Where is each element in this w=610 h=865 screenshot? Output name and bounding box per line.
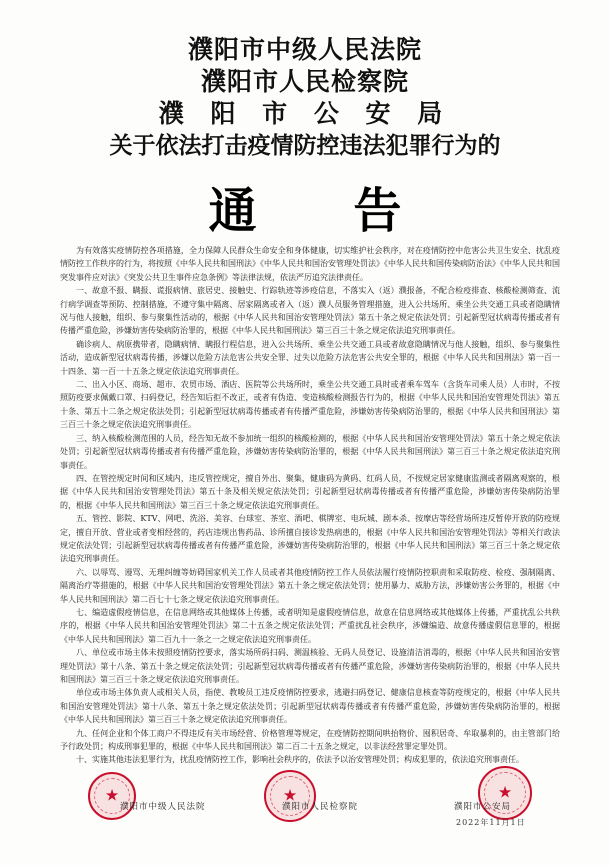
paragraph-10: 十、实施其他违法犯罪行为，扰乱疫情防控工作，影响社会秩序的，依法予以治安管理处罚；构成犯罪的，依法追究刑事责任。 (76, 755, 524, 765)
signature-court: 濮阳市中级人民法院 (120, 802, 206, 812)
paragraph-8: 八、单位或市场主体未按照疫情防控要求，落实场所码扫码、测温核验、无码人员登记、设施清洁消毒的，根据《中华人民共和国治安管理处罚法》第十八条、第五十条之规定依法处罚；引起新型冠状病毒传播或者有传播严重危险，涉嫌妨害传染病防治罪的，根据《中华人民共和国刑法》第三百三十条之规定依法追究刑事责任。 (60, 648, 560, 684)
paragraph-2: 二、出入小区、商场、超市、农贸市场、酒店、医院等公共场所时，乘坐公共交通工具时或者乘车驾车（含货车司乘人员）人市时，不按照防疫要求佩戴口罩、扫码登记，经告知后拒不改正，或者有伪造、变造核酸检测报告行为的，根据《中华人民共和国治安管理处罚法》第五十条、第五十二条之规定依法处罚；引起新型冠状病毒传播或者有传播严重危险，涉嫌妨害传染病防治罪的，根据《中华人民共和国刑法》第三百三十条之规定依法追究刑事责任。 (60, 380, 560, 430)
issuer-header (0, 34, 610, 162)
notice-subject: 关于依法打击疫情防控违法犯罪行为的 (109, 133, 501, 159)
paragraph-5: 五、管控、影院、KTV、网吧、洗浴、美容、台球室、茶室、酒吧、棋牌室、电玩城、剧本杀、按摩店等经营场所违反暂停开放的防疫规定，擅自开放、营业或者变相经营的，药店违规出售药品、诊所擅自接诊发热病患的，根据《中华人民共和国治安管理处罚法》等相关行政法规定依法处罚；引起新型冠状病毒传播或者有传播严重危险，涉嫌妨害传染病防治罪的，根据《中华人民共和国刑法》第三百三十条之规定依法追究刑事责任。 (60, 514, 560, 564)
paragraph-3: 三、纳入核酸检测范围的人员，经告知无故不参加统一组织的核酸检测的，根据《中华人民共和国治安管理处罚法》第五十条之规定依法处罚；引起新型冠状病毒传播或者有传播严重危险，涉嫌妨害传染病防治罪的，根据《中华人民共和国刑法》第三百三十条之规定依法追究刑事责任。 (60, 433, 560, 470)
issuer-police: 濮 阳 市 公 安 局 (158, 99, 452, 128)
paragraph-1b: 确诊病人、病原携带者，隐瞒病情、瞒报行程信息，进入公共场所、乘坐公共交通工具或者故意隐瞒情况与他人接触，组织、参与聚集性活动，造成新型冠状病毒传播，涉嫌以危险方法危害公共安全罪、过失以危险方法危害公共安全罪的，根据《中华人民共和国刑法》第一百一十四条、第一百一十五条之规定依法追究刑事责任。 (60, 339, 560, 376)
paragraph-7: 七、编造虚假疫情信息，在信息网络或其他媒体上传播，或者明知是虚假疫情信息，故意在信息网络或其他媒体上传播，严重扰乱公共秩序的，根据《中华人民共和国治安管理处罚法》第二十五条之规定依法处罚；严重扰乱社会秩序，涉嫌编造、故意传播虚假信息罪的，根据《中华人民共和国刑法》第二百九十一条之一之规定依法追究刑事责任。 (60, 607, 560, 644)
issuer-procuratorate: 濮阳市人民检察院 (200, 67, 409, 96)
notice-body (60, 244, 560, 767)
star-icon: ★ (282, 785, 298, 805)
issuer-court: 濮阳市中级人民法院 (187, 35, 422, 64)
star-icon: ★ (497, 782, 513, 802)
star-icon: ★ (104, 785, 120, 805)
paragraph-4: 四、在管控规定时间和区域内，违反管控规定，擅自外出、聚集，健康码为黄码、红码人员，不按规定居家健康监测或者隔离观察的，根据《中华人民共和国治安管理处罚法》第五十条及相关规定依法处罚；引起新型冠状病毒传播或者有传播严重危险，涉嫌妨害传染病防治罪的，根据《中华人民共和国刑法》第三百三十条之规定依法追究刑事责任。 (60, 473, 560, 510)
signature-police: 濮阳市公安局 (454, 802, 512, 812)
issue-date: 2022年11月1日 (456, 818, 526, 827)
paragraph-6: 六、以辱骂、谩骂、无理纠缠等妨碍国家机关工作人员或者其他疫情防控工作人员依法履行疫情防控职责和采取防疫、检疫、强制隔离、隔离治疗等措施的，根据《中华人民共和国治安管理处罚法》第五十条之规定依法处罚；使用暴力、威胁方法，涉嫌妨害公务罪的，根据《中华人民共和国刑法》第二百七十七条之规定依法追究刑事责任。 (60, 567, 560, 604)
procuratorate-seal (264, 770, 316, 822)
paragraph-9: 九、任何企业和个体工商户不得违反有关市场经营、价格管理等规定，在疫情防控期间哄抬物价、囤积居奇、牟取暴利的，由主管部门给予行政处罚；构成刑事犯罪的，根据《中华人民共和国刑法》第二百二十五条之规定，以非法经营罪定罪处罚。 (60, 728, 560, 752)
paragraph-8b: 单位或市场主体负责人或相关人员，指使、教唆员工违反疫情防控要求，逃避扫码登记、健康信息核查等防疫规定的，根据《中华人民共和国治安管理处罚法》第十八条、第五十条之规定依法处罚；引起新型冠状病毒传播或者有传播严重危险，涉嫌妨害传染病防治罪的，根据《中华人民共和国刑法》第三百三十条之规定依法追究刑事责任。 (60, 688, 560, 725)
paragraph-1: 一、故意不报、瞒报、谎报病情、旅居史、接触史、行踪轨迹等涉疫信息，不落实入（返）濮报备，不配合检疫排查、核酸检测筛查、流行病学调查等预防、控制措施，不遵守集中隔离、居家隔离或者入（返）濮人员服务管理措施，进入公共场所、乘坐公共交通工具或者隐瞒情况与他人接触，组织、参与聚集性活动的，根据《中华人民共和国治安管理处罚法》第五十条之规定依法处罚；引起新型冠状病毒传播或者有传播严重危险，涉嫌妨害传染病防治罪的，根据《中华人民共和国刑法》第三百三十条之规定依法追究刑事责任。 (60, 286, 560, 336)
notice-title: 通 告 (208, 183, 442, 239)
paragraph-intro: 为有效落实疫情防控各项措施，全力保障人民群众生命安全和身体健康，切实维护社会秩序，对在疫情防控中危害公共卫生安全、扰乱疫情防控工作秩序的行为，将按照《中华人民共和国刑法》《中华人民共和国治安管理处罚法》《中华人民共和国传染病防治法》《中华人民共和国突发事件应对法》《突发公共卫生事件应急条例》等法律法规，依法严厉追究法律责任。 (60, 246, 560, 282)
signature-procuratorate: 濮阳市人民检察院 (282, 802, 359, 812)
court-seal (88, 772, 136, 820)
